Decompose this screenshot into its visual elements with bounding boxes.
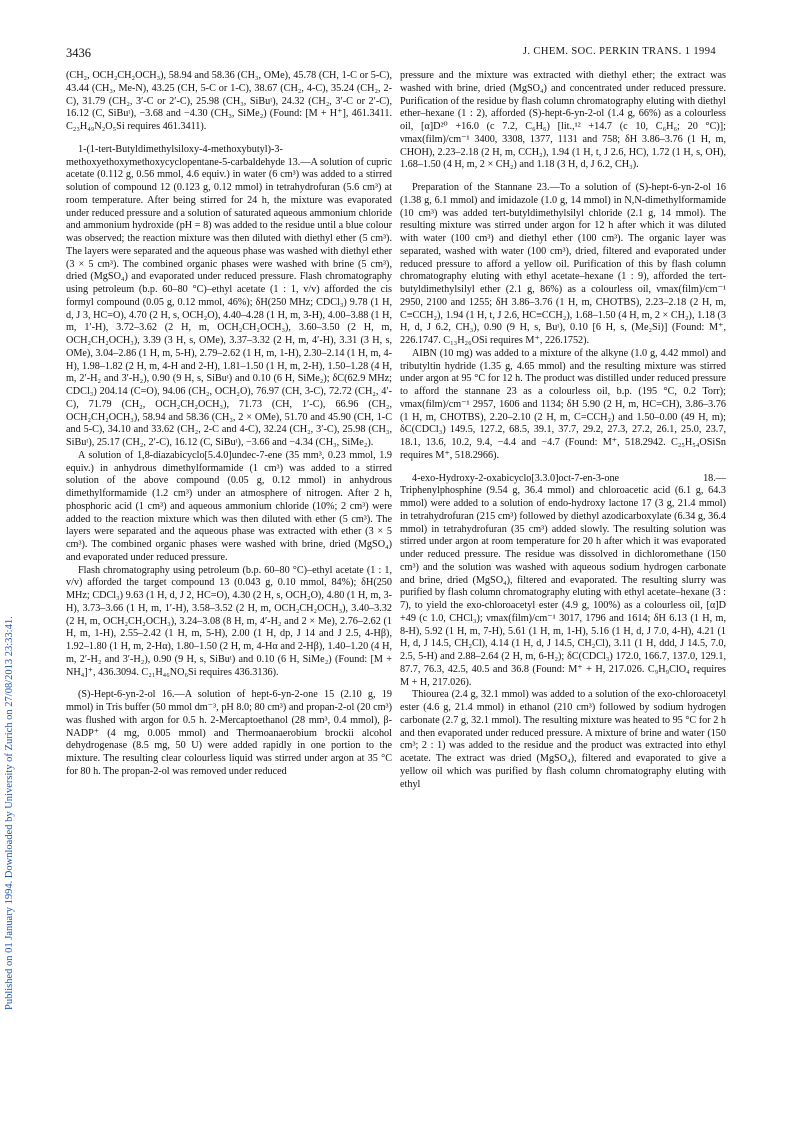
paragraph: pressure and the mixture was extracted with diethyl ether; the extract was washed with brine, dried (MgSO₄) and concentrated under reduced pressure. Purification of the residue by flash column chromatography eluting with diethyl ether–hexane (1 : 2), afforded (S)-hept-6-yn-2-ol (1.4 g, 66%) as a colourless oil, [α]D²⁰ +16.0 (c 7.2, C₆H₆) [lit.,¹² +14.7 (c 10, C₆H₆; 20 °C)]; νmax(film)/cm⁻¹ 3400, 3308, 1377, 1131 and 758; δH 3.86–3.76 (1 H, m, CHOH), 2.23–2.18 (2 H, m, CCH₂), 1.94 (1 H, t, J 2.6, HC), 1.72 (1 H, s, OH), 1.68–1.50 (4 H, m, 2 × CH₂) and 1.18 (3 H, d, J 6.2, CH₃).: [400, 70, 726, 171]
paragraph: Thiourea (2.4 g, 32.1 mmol) was added to a solution of the exo-chloroacetyl ester (4.6 g, 21.4 mmol) in ethanol (210 cm³) followed by sodium hydrogen carbonate (2.7 g, 32.1 mmol). The resulting mixture was heated to 95 °C for 2 h and then evaporated under reduced pressure. A mixture of brine and water (150 cm³; 2 : 1) was added to the residue and the product was extracted into ethyl acetate. The extract was dried (MgSO₄), filtered and evaporated to give a yellow oil which was purified by flash column chromatography eluting with ethyl: [400, 689, 726, 790]
paragraph: AIBN (10 mg) was added to a mixture of the alkyne (1.0 g, 4.42 mmol) and tributyltin hydride (1.35 g, 4.65 mmol) and the resulting mixture was stirred under argon at 95 °C for 12 h. The product was distilled under reduced pressure to afford the stannane 23 as a colourless oil, b.p. (195 °C, 0.2 Torr); νmax(film)/cm⁻¹ 2957, 1606 and 1134; δH 5.90 (2 H, m, HC=CH), 3.86–3.76 (1 H, m, CHOTBS), 2.20–2.10 (2 H, m, C=CCH₂) and 1.50–0.00 (49 H, m); δC(CDCl₃) 149.5, 127.2, 68.5, 39.1, 37.7, 29.2, 27.3, 27.2, 26.1, 25.0, 23.7, 18.1, 13.6, 10.2, 9.4, −4.4 and −4.7 (Found: M⁺, 518.2942. C₂₅H₅₄OSiSn requires M⁺, 518.2966).: [400, 347, 726, 461]
paragraph: (CH₂, OCH₂CH₂OCH₃), 58.94 and 58.36 (CH₃, OMe), 45.78 (CH, 1-C or 5-C), 43.44 (CH₃, Me-N), 43.25 (CH, 5-C or 1-C), 38.67 (CH₂, 4-C), 35.24 (CH₂, 2-C), 31.79 (CH₂, 3′-C or 2′-C), 25.98 (CH₃, SiBuᵗ), 24.32 (CH₂, 3′-C or 2′-C), 16.12 (C, SiBuᵗ), −3.68 and −4.30 (CH₃, SiMe₂) (Found: [M + H⁺], 461.3411. C₂₃H₄₉N₂O₅Si requires 461.3411).: [66, 70, 392, 132]
paragraph: 1-(1-tert-Butyldimethylsiloxy-4-methoxybutyl)-3-methoxyethoxymethoxycyclopentane-5-carbaldehyde 13.—A solution of cupric acetate (0.112 g, 0.56 mmol, 4.6 equiv.) in water (6 cm³) was added to a stirred solution of compound 12 (0.123 g, 0.12 mmol) in tetrahydrofuran (5.6 cm³) at room temperature. After being stirred for 24 h, the mixture was evaporated under reduced pressure and a solution of saturated aqueous ammonium chloride and ammonium hydroxide (pH = 8) was added to the residue until a blue colour was observed; the reaction mixture was then diluted with diethyl ether (5 cm³). The layers were separated and the aqueous phase was washed with diethyl ether (3 × 5 cm³). The combined organic phases were washed with brine (5 cm³), dried (MgSO₄) and evaporated under reduced pressure. Flash chromatography using petroleum (b.p. 60–80 °C)–ethyl acetate (1 : 1, v/v) afforded the cis formyl compound (0.05 g, 0.12 mmol, 46%); δH(250 MHz; CDCl₃) 9.78 (1 H, d, J 3, HC=O), 4.70 (2 H, s, OCH₂O), 4.40–4.28 (1 H, m, 3-H), 4.00–3.88 (1 H, m, 1′-H), 3.72–3.62 (2 H, m, OCH₂CH₂OCH₃), 3.60–3.50 (2 H, m, OCH₂CH₂OCH₃), 3.39 (3 H, s, OMe), 3.37–3.32 (2 H, m, 4′-H), 3.31 (3 H, s, OMe), 3.04–2.86 (1 H, m, 5-H), 2.79–2.62 (1 H, m, 1-H), 2.30–2.14 (1 H, m, 4-H), 1.98–1.82 (2 H, m, 4-H and 2-H), 1.81–1.50 (1 H, m, 2-H), 1.50–1.28 (4 H, m, 2′-H₂ and 3′-H₂), 0.90 (9 H, s, SiBuᵗ) and 0.10 (6 H, SiMe₂); δC(62.9 MHz; CDCl₃) 204.14 (C=O), 94.06 (CH₂, OCH₂O), 76.97 (CH, 3-C), 72.72 (CH₂, 4′-C), 71.79 (CH₂, OCH₂CH₂OCH₃), 71.73 (CH, 1′-C), 66.96 (CH₂, OCH₂CH₂OCH₃), 58.94 and 58.36 (CH₃, 2 × OMe), 51.70 and 45.90 (CH, 1-C and 5-C), 34.10 and 33.62 (CH₂, 2-C and 4-C), 32.24 (CH₂, 3′-C), 25.98 (CH₃, SiBuᵗ), 25.17 (CH₂, 2′-C), 16.12 (C, SiBuᵗ), −3.66 and −4.34 (CH₃, SiMe₂).: [66, 143, 392, 448]
right-column: [400, 70, 726, 791]
paragraph: Preparation of the Stannane 23.—To a solution of (S)-hept-6-yn-2-ol 16 (1.38 g, 6.1 mmol) and imidazole (1.0 g, 14 mmol) in N,N-dimethylformamide (10 cm³) was added tert-butyldimethylsilyl chloride (2.1 g, 14 mmol). The resulting mixture was stirred under argon for 12 h after which it was diluted with water (100 cm³) and diethyl ether (100 cm³). The organic layer was separated, washed with water (100 cm³), dried, filtered and evaporated under reduced pressure to afford a yellow oil. Purification of this by flash column chromatography eluting with ethyl acetate–hexane (1 : 9), afforded the tert-butyldimethylsilyl ether (2.1 g, 86%) as a colourless oil, νmax(film)/cm⁻¹ 2950, 2100 and 1255; δH 3.86–3.76 (1 H, m, CHOTBS), 2.23–2.18 (2 H, m, C≡CCH₂), 1.94 (1 H, t, J 2.6, HC≡CCH₂), 1.68–1.50 (4 H, m, 2 × CH₂), 1.18 (3 H, d, J 6.2, CH₃), 0.90 (9 H, s, Buᵗ), 0.10 [6 H, s, (Me₂Si)] (Found: M⁺, 226.1747. C₁₃H₂₆OSi requires M⁺, 226.1752).: [400, 182, 726, 346]
page-header: [66, 46, 716, 64]
download-notice[interactable]: [4, 250, 18, 1010]
journal-title: J. CHEM. SOC. PERKIN TRANS. 1 1994: [522, 46, 716, 57]
paragraph: A solution of 1,8-diazabicyclo[5.4.0]undec-7-ene (35 mm³, 0.23 mmol, 1.9 equiv.) in anhydrous dimethylformamide (1 cm³) was added to a stirred solution of the above compound (0.05 g, 0.12 mmol) in anhydrous dimethylformamide (1.2 cm³) under an atmosphere of nitrogen. After 2 h, phosphoric acid (1 cm³) and aqueous ammonium chloride (10%; 2 cm³) were added to the reaction mixture which was then diluted with ether (5 cm³). The layers were separated and the aqueous phase was extracted with ether (3 × 5 cm³). The combined organic phases were washed with brine, dried (MgSO₄) and evaporated under reduced pressure.: [66, 449, 392, 563]
download-notice-text: Published on 01 January 1994. Downloaded by University of Zurich on 27/08/2013 23:33:41.: [4, 616, 15, 1010]
paragraph: 4-exo-Hydroxy-2-oxabicyclo[3.3.0]oct-7-en-3-one 18.—Triphenylphosphine (9.54 g, 36.4 mmol) and chloroacetic acid (6.1 g, 64.3 mmol) were added to a solution of endo-hydroxy lactone 17 (3 g, 21.4 mmol) in tetrahydrofuran (215 cm³) followed by diethyl azodicarboxylate (6.34 g, 36.4 mmol) in tetrahydrofuran (35 cm³) added slowly. The resulting solution was stirred under argon at room temperature for 20 h after which it was evaporated under reduced pressure. The residue was dissolved in dichloromethane (150 cm³) and the solution was washed with aqueous sodium hydrogen carbonate and brine, dried (MgSO₄), filtered and evaporated. The resulting slurry was purified by flash column chromatography eluting with ethyl acetate–hexane (3 : 7), to yield the exo-chloroacetyl ester (4.9 g, 100%) as a colourless oil, [α]D +49 (c 1.0, CHCl₃); νmax(film)/cm⁻¹ 3017, 1796 and 1614; δH 6.13 (1 H, m, 8-H), 5.92 (1 H, m, 7-H), 5.61 (1 H, m, 1-H), 5.16 (1 H, d, J 7.0, 4-H), 4.21 (1 H, d, J 14.5, CH₂Cl), 4.14 (1 H, d, J 14.5, CH₂Cl), 3.11 (1 H, ddd, J 14.5, 7.0, 2.5, 5-H) and 2.88–2.64 (2 H, m, 6-H₂); δC(CDCl₃) 172.0, 166.7, 137.0, 129.1, 87.7, 76.3, 42.5, 40.5 and 36.8 (Found: M⁺ + H, 217.026. C₉H₉ClO₄ requires M + H, 217.026).: [400, 472, 726, 688]
left-column: [66, 70, 392, 779]
paragraph: (S)-Hept-6-yn-2-ol 16.—A solution of hept-6-yn-2-one 15 (2.10 g, 19 mmol) in Tris buffer (50 mmol dm⁻³, pH 8.0; 80 cm³) and propan-2-ol (20 cm³) was flushed with argon for 0.5 h. 2-Mercaptoethanol (28 mm³, 0.4 mmol), β-NADP⁺ (4 mg, 0.005 mmol) and Thermoanaerobium brockii alcohol dehydrogenase (8.5 mg, 50 U) were added rapidly in one portion to the mixture. The resulting clear colourless liquid was stirred under argon at 35 °C for 80 h. The propan-2-ol was removed under reduced: [66, 689, 392, 777]
paragraph: Flash chromatography using petroleum (b.p. 60–80 °C)–ethyl acetate (1 : 1, v/v) afforded the target compound 13 (0.043 g, 0.10 mmol, 84%); δH(250 MHz; CDCl₃) 9.63 (1 H, d, J 2, HC=O), 4.30 (2 H, s, OCH₂O), 4.80 (1 H, m, 3-H), 3.73–3.66 (1 H, m, 1′-H), 3.58–3.52 (2 H, m, OCH₂CH₂OCH₃), 3.40–3.32 (2 H, m, OCH₂CH₂OCH₃), 3.24–3.08 (8 H, m, 4′-H₂ and 2 × Me), 2.76–2.62 (1 H, m, 1-H), 2.55–2.42 (1 H, m, 5-H), 2.00 (1 H, dp, J 14 and J 2.5, 4-Hβ), 1.92–1.80 (1 H, m, 2-Hα), 1.80–1.50 (2 H, m, 4-Hα and 2-Hβ), 1.40–1.20 (4 H, m, 2′-H₂ and 3′-H₂), 0.90 (9 H, s, SiBuᵗ) and 0.10 (6 H, SiMe₂) (Found: [M + NH₄]⁺, 436.3094. C₂₁H₄₆NO₆Si requires 436.3136).: [66, 564, 392, 678]
page-number: 3436: [66, 46, 91, 60]
